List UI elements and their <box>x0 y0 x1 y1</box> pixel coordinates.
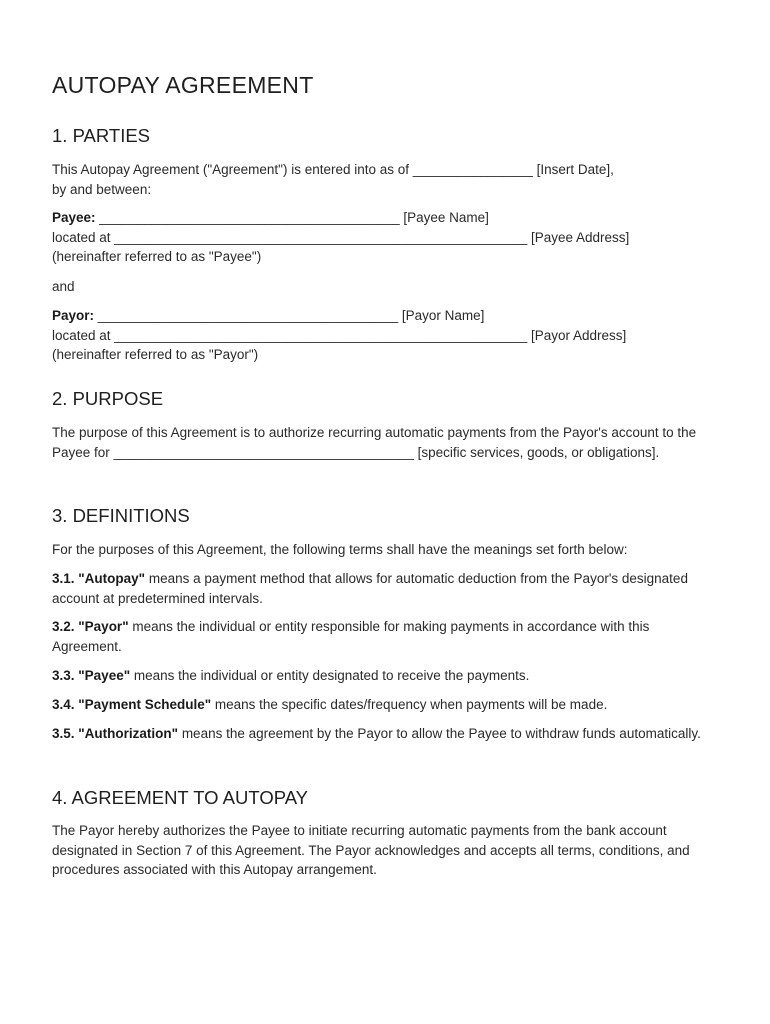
parties-intro-line1: This Autopay Agreement ("Agreement") is entered into as of ________________ [Insert Date], <box>52 162 614 177</box>
payor-reference: (hereinafter referred to as "Payor") <box>52 347 259 362</box>
definition-text: means the agreement by the Payor to allow the Payee to withdraw funds automatically. <box>178 726 701 741</box>
definition-item <box>52 569 720 608</box>
payor-address-field: located at _______________________________________________________ [Payor Address] <box>52 327 627 343</box>
definition-text: means a payment method that allows for automatic deduction from the Payor's designated account at predetermined intervals. <box>52 571 688 606</box>
definition-text: means the specific dates/frequency when payments will be made. <box>211 697 608 712</box>
definition-item <box>52 695 722 715</box>
payor-block <box>52 306 722 365</box>
payor-name-field: ________________________________________ [Payor Name] <box>94 308 485 323</box>
payee-name-field: ________________________________________ [Payee Name] <box>95 210 489 225</box>
parties-and: and <box>52 279 75 294</box>
definition-term: 3.1. "Autopay" <box>52 571 146 586</box>
payee-block <box>52 208 722 267</box>
document-title: AUTOPAY AGREEMENT <box>52 72 314 98</box>
definition-term: 3.3. "Payee" <box>52 668 131 683</box>
definition-item <box>52 617 720 656</box>
definition-term: 3.2. "Payor" <box>52 619 129 634</box>
section-heading-definitions: 3. DEFINITIONS <box>52 505 190 526</box>
section-heading-parties: 1. PARTIES <box>52 125 151 146</box>
purpose-text: The purpose of this Agreement is to authorize recurring automatic payments from the Payor's account to the Payee for ________________________________________ [specific services, goods, or obligations]. <box>52 425 697 460</box>
parties-intro-line2: by and between: <box>52 181 152 197</box>
definition-text: means the individual or entity responsible for making payments in accordance with this Agreement. <box>52 619 650 654</box>
definition-text: means the individual or entity designated to receive the payments. <box>130 668 530 683</box>
payor-label: Payor: <box>52 308 95 323</box>
agreement-text: The Payor hereby authorizes the Payee to initiate recurring automatic payments from the bank account designated in Section 7 of this Agreement. The Payor acknowledges and accepts all terms, conditions, and procedures associated with this Autopay arrangement. <box>52 823 690 877</box>
payee-label: Payee: <box>52 210 96 225</box>
payee-reference: (hereinafter referred to as "Payee") <box>52 249 262 264</box>
parties-intro <box>52 160 722 199</box>
definition-item <box>52 666 722 686</box>
section-heading-purpose: 2. PURPOSE <box>52 388 164 409</box>
definition-term: 3.5. "Authorization" <box>52 726 179 741</box>
definitions-intro: For the purposes of this Agreement, the following terms shall have the meanings set forth below: <box>52 542 628 557</box>
definition-term: 3.4. "Payment Schedule" <box>52 697 212 712</box>
section-heading-agreement: 4. AGREEMENT TO AUTOPAY <box>52 787 309 808</box>
payee-address-field: located at _______________________________________________________ [Payee Address] <box>52 229 630 245</box>
definition-item <box>52 724 712 744</box>
